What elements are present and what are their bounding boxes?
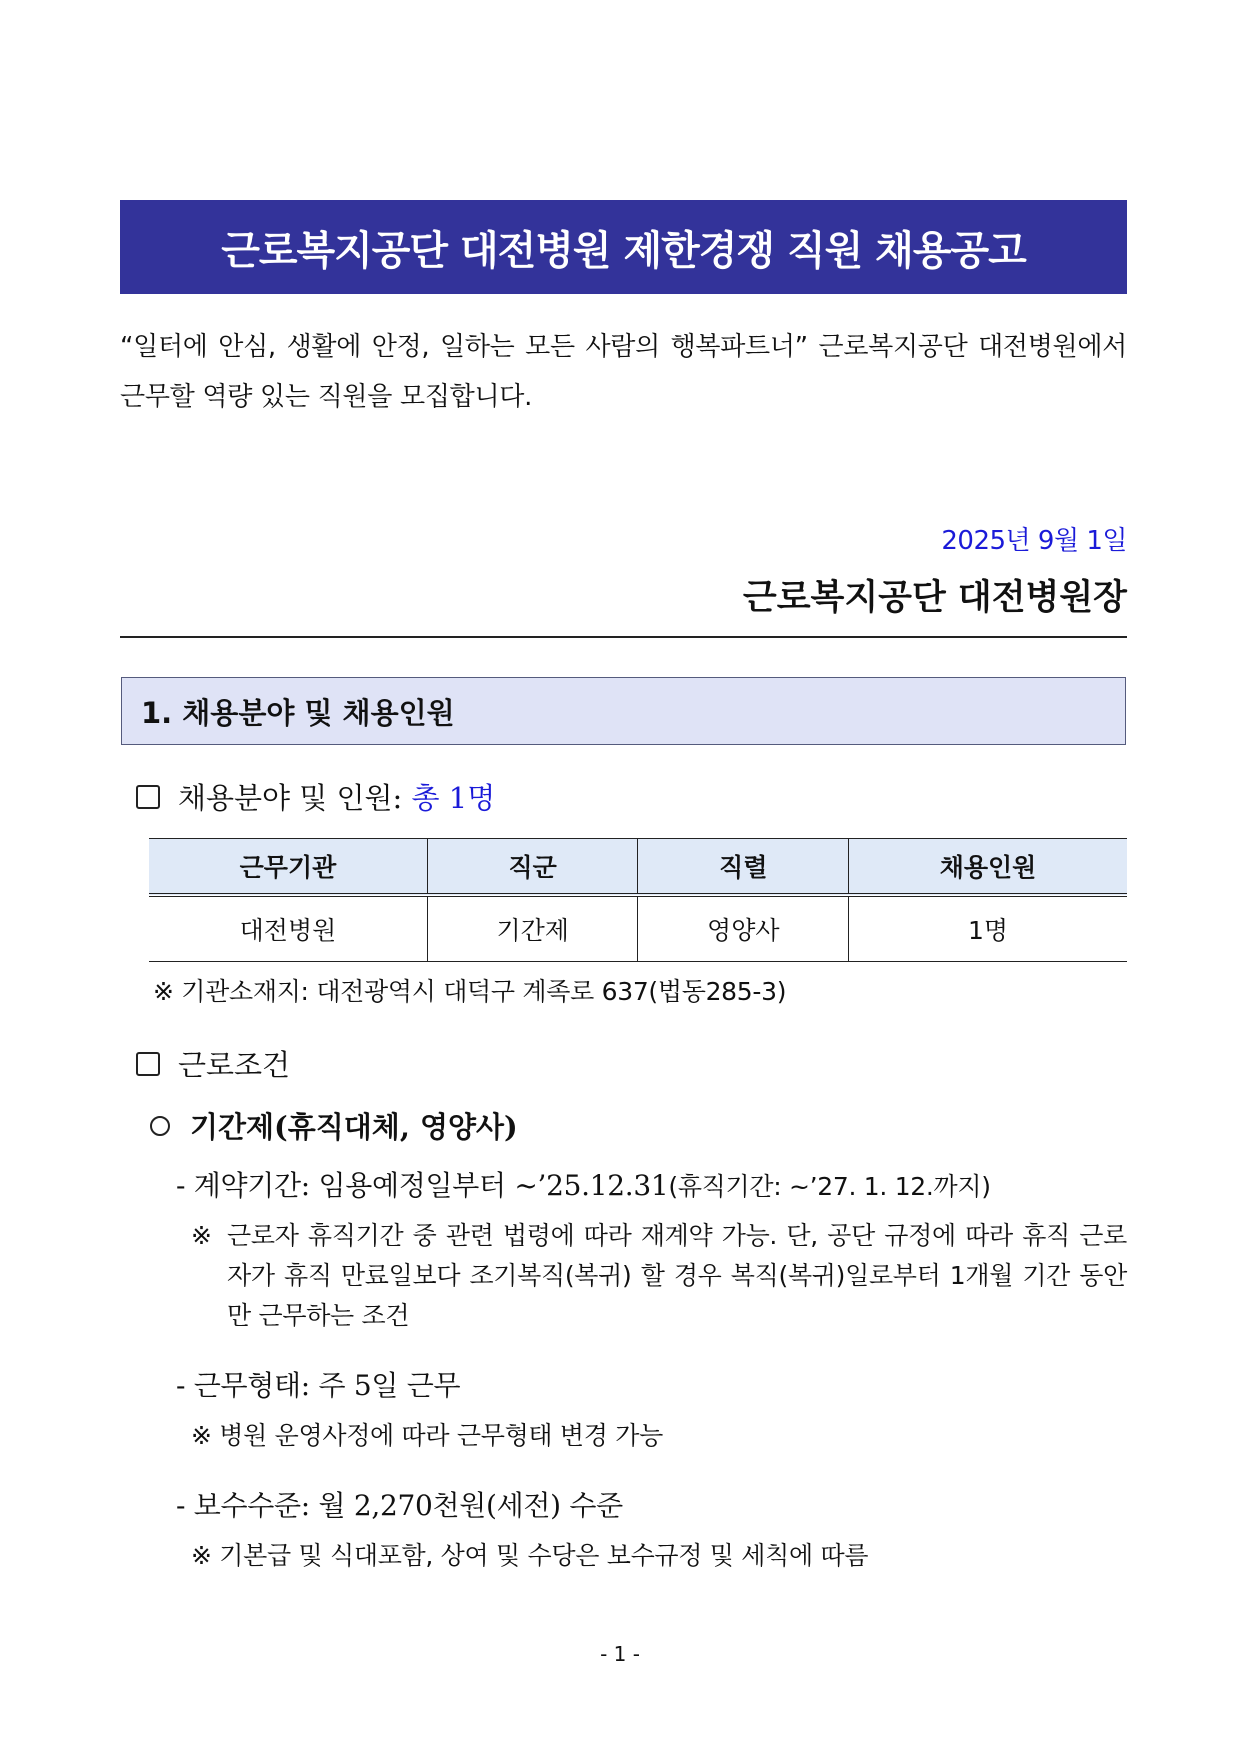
contract-note (191, 1216, 1127, 1336)
sub-heading-line (150, 1105, 518, 1146)
table-cell: 기간제 (427, 895, 638, 962)
contract-note-text: 근로자 휴직기간 중 관련 법령에 따라 재계약 가능. 단, 공단 규정에 따라 휴직 근로자가 휴직 만료일보다 조기복직(복귀) 할 경우 복직(복귀)일로부터 1개월 기간 동안만 근무하는 조건 (227, 1221, 1127, 1330)
work-type-note: ※ 병원 운영사정에 따라 근무형태 변경 가능 (191, 1421, 663, 1450)
intro-paragraph: “일터에 안심, 생활에 안정, 일하는 모든 사람의 행복파트너” 근로복지공단 대전병원에서 근무할 역량 있는 직원을 모집합니다. (120, 332, 1127, 412)
table-cell: 1명 (849, 895, 1127, 962)
table-header: 직군 (427, 839, 638, 896)
announcement-date: 2025년 9월 1일 (941, 526, 1127, 556)
checkbox-icon (136, 1052, 160, 1076)
section-heading: 1. 채용분야 및 채용인원 (141, 695, 455, 730)
table-row (149, 895, 1127, 962)
divider (120, 636, 1127, 638)
field-line (136, 776, 495, 817)
conditions-heading: 근로조건 (178, 1048, 291, 1082)
pay-note: ※ 기본급 및 식대포함, 상여 및 수당은 보수규정 및 세칙에 따름 (191, 1541, 869, 1570)
work-type-line: - 근무형태: 주 5일 근무 (176, 1369, 461, 1402)
checkbox-icon (136, 785, 160, 809)
field-label: 채용분야 및 인원: (178, 781, 412, 815)
circle-bullet-icon (150, 1116, 170, 1136)
table-cell: 대전병원 (149, 895, 427, 962)
issuer-name: 근로복지공단 대전병원장 (742, 578, 1127, 618)
field-total: 총 1명 (411, 781, 496, 815)
page-number: - 1 - (600, 1642, 640, 1666)
title-banner (120, 200, 1127, 294)
table-header: 근무기관 (149, 839, 427, 896)
contract-tail: (휴직기간: ~’27. 1. 12.까지) (668, 1172, 991, 1201)
location-note: ※ 기관소재지: 대전광역시 대덕구 계족로 637(법동285-3) (153, 977, 787, 1006)
section-heading-box (121, 677, 1126, 745)
table-cell: 영양사 (638, 895, 849, 962)
conditions-heading-line (136, 1043, 290, 1084)
table-header: 직렬 (638, 839, 849, 896)
table-header: 채용인원 (849, 839, 1127, 896)
document-title: 근로복지공단 대전병원 제한경쟁 직원 채용공고 (221, 227, 1026, 274)
reference-mark: ※ (191, 1221, 212, 1250)
pay-line: - 보수수준: 월 2,270천원(세전) 수준 (176, 1489, 623, 1522)
contract-label: - 계약기간: 임용예정일부터 ~’25.12.31 (176, 1169, 669, 1202)
recruitment-table (149, 838, 1127, 962)
contract-period-line (176, 1164, 991, 1204)
table-header-row (149, 839, 1127, 896)
sub-heading: 기간제(휴직대체, 영양사) (190, 1110, 518, 1144)
